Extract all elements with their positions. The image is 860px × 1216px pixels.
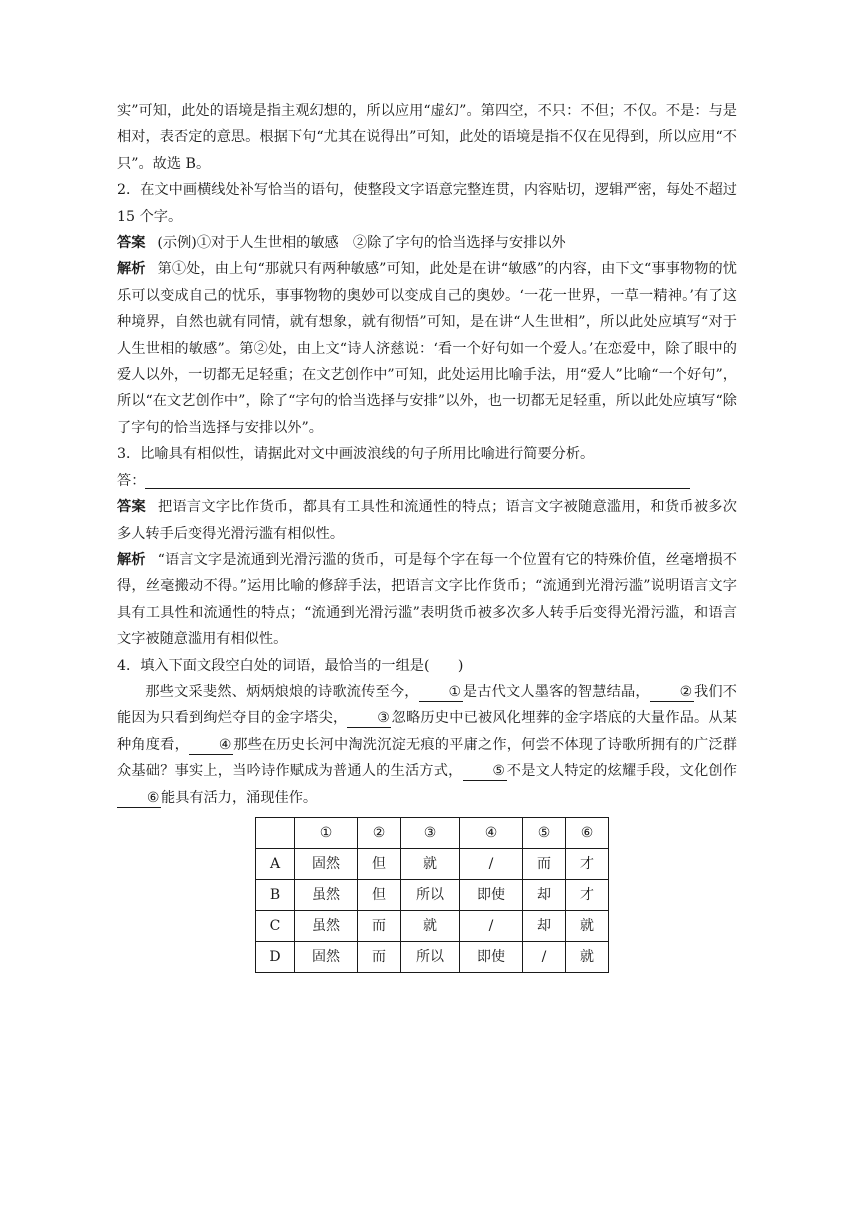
option-label: A — [256, 848, 295, 879]
table-header-cell: ⑥ — [566, 817, 609, 848]
analysis-label: 解析 — [117, 551, 146, 568]
table-cell: 固然 — [295, 941, 358, 972]
passage-segment: 那些在历史长河中淘洗沉淀无痕的平庸之作，何尝不体现了诗歌所拥有的广泛群众基础？事实上，当吟诗作赋成为普通人的生活方式， — [117, 736, 737, 780]
q4-question: 4．填入下面文段空白处的词语，最恰当的一组是( ) — [117, 657, 464, 674]
passage-segment: 我们不能因为只看到绚烂夺目的金字塔尖， — [117, 683, 737, 727]
table-cell: 即使 — [460, 879, 523, 910]
q2-analysis — [117, 256, 737, 441]
passage-segment: 是古代文人墨客的智慧结晶， — [462, 683, 650, 700]
analysis-label: 解析 — [117, 261, 146, 278]
option-label: D — [256, 941, 295, 972]
blank-5: ⑤ — [463, 762, 507, 781]
table-header-row — [256, 817, 609, 848]
table-cell: 却 — [523, 910, 566, 941]
option-label: B — [256, 879, 295, 910]
q2-answer — [117, 230, 737, 256]
blank-3: ③ — [347, 709, 391, 728]
table-cell: 即使 — [460, 941, 523, 972]
q2-question: 2．在文中画横线处补写恰当的语句，使整段文字语意完整连贯，内容贴切，逻辑严密，每处不超过 15 个字。 — [117, 182, 737, 225]
passage-segment: 忽略历史中已被风化埋葬的金字塔底的大量作品。从某种角度看， — [117, 710, 737, 753]
table-cell: / — [523, 941, 566, 972]
q4-passage — [117, 679, 737, 811]
option-label: C — [256, 910, 295, 941]
table-row — [256, 879, 609, 910]
reply-label: 答： — [117, 472, 146, 489]
table-cell: / — [460, 910, 523, 941]
answer-label: 答案 — [117, 235, 146, 252]
q1-analysis-continuation: 实”可知，此处的语境是指主观幻想的，所以应用“虚幻”。第四空，不只：不但；不仅。不是：与是相对，表否定的意思。根据下句“尤其在说得出”可知，此处的语境是指不仅在见得到，所以应用“不只”。故选 B。 — [117, 103, 737, 172]
table-cell: 而 — [358, 941, 401, 972]
table-header-cell: ③ — [401, 817, 460, 848]
table-cell: / — [460, 848, 523, 879]
table-cell: 才 — [566, 879, 609, 910]
q2-answer-text: (示例)①对于人生世相的敏感 ②除了字句的恰当选择与安排以外 — [157, 235, 566, 252]
blank-4: ④ — [189, 736, 233, 755]
table-header-cell — [256, 817, 295, 848]
table-cell: 所以 — [401, 941, 460, 972]
table-header-cell: ④ — [460, 817, 523, 848]
table-row — [256, 848, 609, 879]
answer-write-line — [145, 472, 690, 489]
table-header-cell: ⑤ — [523, 817, 566, 848]
table-cell: 虽然 — [295, 910, 358, 941]
table-header-cell: ② — [358, 817, 401, 848]
answer-label: 答案 — [117, 499, 146, 516]
q3-answer-text: 把语言文字比作货币，都具有工具性和流通性的特点；语言文字被随意滥用，和货币被多次多人转手后变得光滑污滥有相似性。 — [117, 499, 737, 542]
table-cell: 却 — [523, 879, 566, 910]
table-cell: 而 — [523, 848, 566, 879]
table-header-cell: ① — [295, 817, 358, 848]
blank-2: ② — [650, 683, 694, 702]
q3-question: 3．比喻具有相似性，请据此对文中画波浪线的句子所用比喻进行简要分析。 — [117, 446, 595, 463]
passage-segment: 能具有活力，涌现佳作。 — [161, 789, 318, 806]
table-cell: 固然 — [295, 848, 358, 879]
table-cell: 所以 — [401, 879, 460, 910]
table-cell: 就 — [566, 910, 609, 941]
q3-answer — [117, 494, 737, 547]
table-cell: 但 — [358, 879, 401, 910]
table-cell: 虽然 — [295, 879, 358, 910]
q3-analysis-text: “语言文字是流通到光滑污滥的货币，可是每个字在每一个位置有它的特殊价值，丝毫增损不得，丝毫搬动不得。”运用比喻的修辞手法，把语言文字比作货币；“流通到光滑污滥”说明语言文字具有工具性和流通性的特点；“流通到光滑污滥”表明货币被多次多人转手后变得光滑污滥，和语言文字被随意滥用有相似性。 — [117, 551, 737, 648]
q3-analysis — [117, 547, 737, 653]
table-cell: 就 — [401, 848, 460, 879]
options-table — [255, 817, 609, 973]
table-cell: 才 — [566, 848, 609, 879]
table-cell: 就 — [401, 910, 460, 941]
passage-segment: 不是文人特定的炫耀手段，文化创作 — [506, 763, 737, 780]
table-row — [256, 910, 609, 941]
passage-segment: 那些文采斐然、炳炳烺烺的诗歌流传至今， — [145, 683, 419, 700]
table-row — [256, 941, 609, 972]
q2-analysis-text: 第①处，由上句“那就只有两种敏感”可知，此处是在讲“敏感”的内容，由下文“事事物物的忧乐可以变成自己的忧乐，事事物物的奥妙可以变成自己的奥妙。‘一花一世界，一草一精神。’有了这种境界，自然也就有同情，就有想象，就有彻悟”可知，是在讲“人生世相”，所以此处应填写“对于人生世相的敏感”。第②处，由上文“诗人济慈说：‘看一个好句如一个爱人。’在恋爱中，除了眼中的爱人以外，一切都无足轻重；在文艺创作中”可知，此处运用比喻手法，用“爱人”比喻“一个好句”，所以“在文艺创作中”，除了“字句的恰当选择与安排”以外，也一切都无足轻重，所以此处应填写“除了字句的恰当选择与安排以外”。 — [117, 261, 737, 436]
blank-1: ① — [419, 683, 463, 702]
q3-reply-line — [117, 468, 737, 494]
table-cell: 而 — [358, 910, 401, 941]
table-cell: 但 — [358, 848, 401, 879]
blank-6: ⑥ — [117, 789, 161, 808]
table-cell: 就 — [566, 941, 609, 972]
document-page — [117, 98, 737, 973]
